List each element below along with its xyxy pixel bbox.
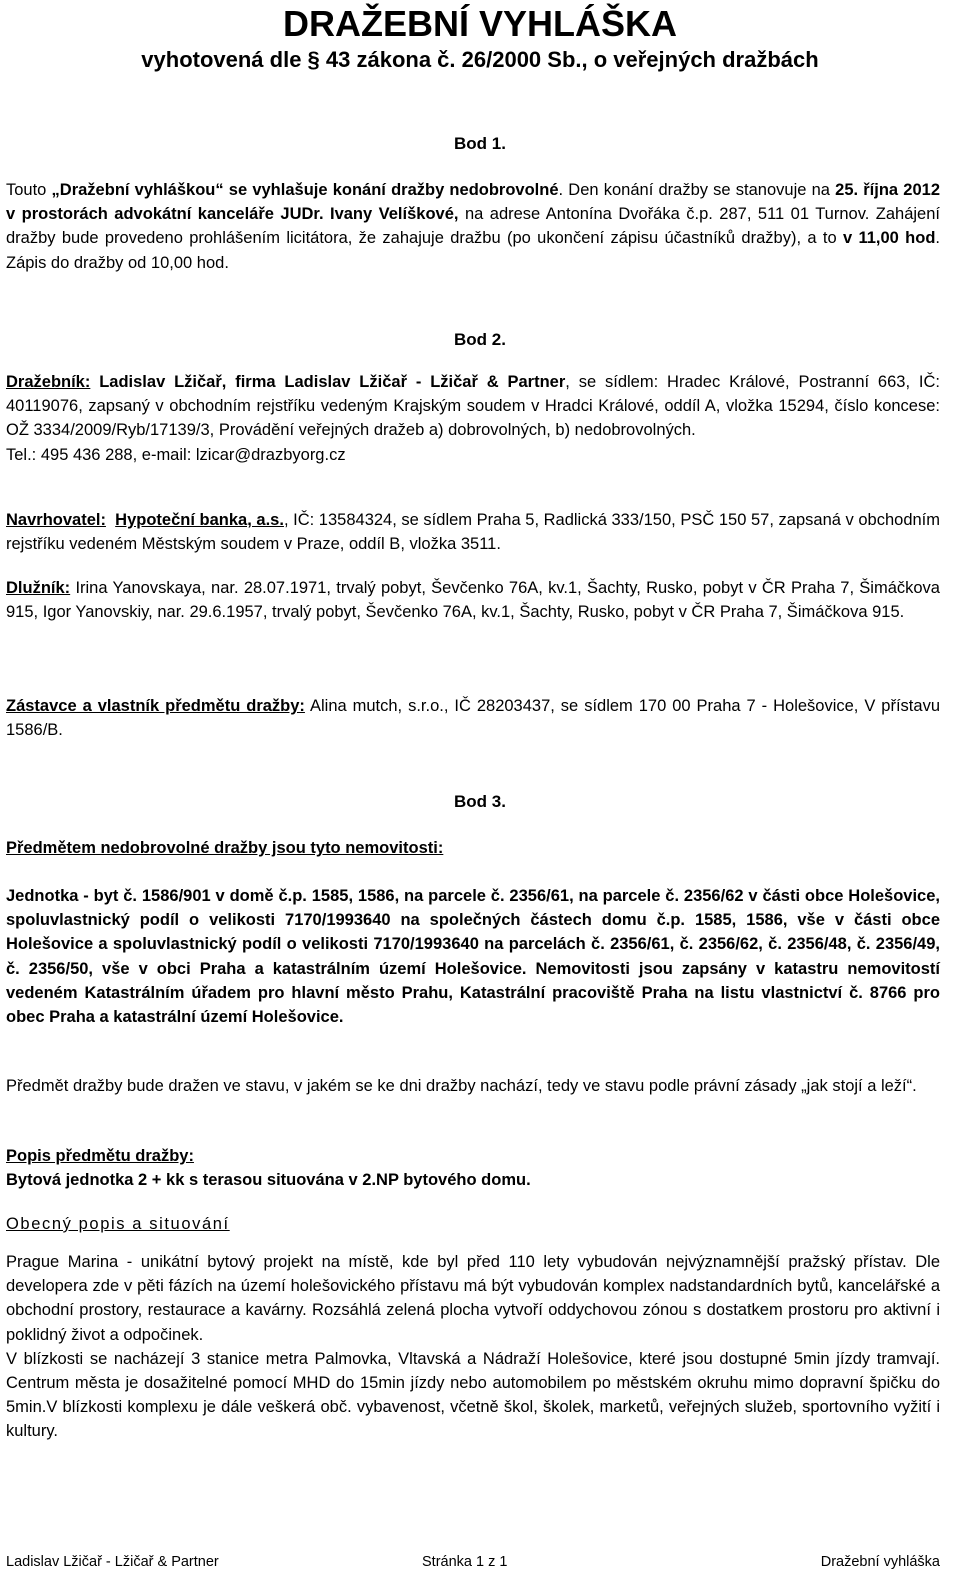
navrhovatel-text: , IČ: 13584324, se sídlem Praha 5, Radlická 333/150, PSČ 150 57, zapsaná v obchodním rejstříku vedeném Městským soudem v Praze, oddíl B, vložka 3511.	[6, 511, 941, 554]
obecny-paragraph	[6, 1250, 940, 1444]
footer-right: Dražební vyhláška	[820, 1554, 940, 1570]
section-heading-bod2: Bod 2.	[454, 330, 506, 349]
bod1-date-place: 25. října 2012 v prostorách advokátní kanceláře JUDr. Ivany Velíškové,	[6, 181, 940, 224]
obecny-heading	[6, 1212, 940, 1236]
bod1-paragraph	[6, 178, 940, 275]
drazebnik-name: Ladislav Lžičař, firma Ladislav Lžičař - Lžičař & Partner	[90, 373, 566, 391]
document-subtitle: vyhotovená dle § 43 zákona č. 26/2000 Sb., o veřejných dražbách	[141, 47, 819, 72]
zastavce-label: Zástavce a vlastník předmětu dražby:	[6, 697, 305, 715]
bod1-text-7: . Zápis do dražby od 10,00 hod.	[6, 229, 940, 272]
bod1-auction-type: „Dražební vyhláškou“ se vyhlašuje konání dražby nedobrovolné	[51, 181, 559, 199]
drazebnik-text: , se sídlem: Hradec Králové, Postranní 663, IČ: 40119076, zapsaný v obchodním rejstříku vedeným Krajským soudem v Hradci Králové, oddíl A, vložka 15294, číslo koncese: OŽ 3334/2009/Ryb/17139/3, Provádění veřejných dražeb a) dobrovolných, b) nedobrovolných.	[6, 373, 940, 440]
bod1-text-1: Touto	[6, 181, 52, 199]
dluznik-label: Dlužník:	[6, 579, 71, 597]
zastavce-text: Alina mutch, s.r.o., IČ 28203437, se sídlem 170 00 Praha 7 - Holešovice, V přístavu 1586/B.	[6, 697, 940, 740]
navrhovatel-paragraph	[6, 508, 940, 556]
drazebnik-paragraph	[6, 370, 940, 467]
popis-paragraph	[6, 1144, 940, 1192]
dluznik-paragraph	[6, 576, 940, 624]
navrhovatel-label: Navrhovatel:	[6, 511, 106, 529]
section-heading-bod1: Bod 1.	[454, 134, 506, 153]
jednotka-paragraph: Jednotka - byt č. 1586/901 v domě č.p. 1585, 1586, na parcele č. 2356/61, na parcele č. 2356/62 v části obce Holešovice, spoluvlastnický podíl o velikosti 7170/1993640 na společných částech domu č.p. 1585, 1586, vše v části obce Holešovice a spoluvlastnický podíl o velikosti 7170/1993640 na parcelách č. 2356/61, č. 2356/62, č. 2356/48, č. 2356/49, č. 2356/50, vše v obci Praha a katastrálním území Holešovice. Nemovitosti jsou zapsány v katastru nemovitostí vedeném Katastrálním úřadem pro hlavní město Prahu, Katastrální pracoviště Praha na listu vlastnictví č. 8766 pro obec Praha a katastrální území Holešovice.	[6, 887, 940, 1027]
footer-divider	[6, 1547, 940, 1548]
popis-label: Popis předmětu dražby:	[6, 1147, 194, 1165]
footer-left: Ladislav Lžičař - Lžičař & Partner	[6, 1554, 219, 1570]
bod1-text-5: na adrese Antonína Dvořáka č.p. 287, 511 01 Turnov. Zahájení dražby bude provedeno prohlášením licitátora, že zahajuje dražbu (po ukončení zápisu účastníků dražby), a to	[6, 205, 940, 248]
stav-paragraph: Předmět dražby bude dražen ve stavu, v jakém se ke dni dražby nachází, tedy ve stavu podle právní zásady „jak stojí a leží“.	[6, 1077, 917, 1095]
obecny-label: Obecný popis a situování	[6, 1215, 230, 1233]
obecny-text-1: Prague Marina - unikátní bytový projekt na místě, kde byl před 110 lety vybudován nejvýznamnější pražský přístav. Dle developera zde v pěti fázích na území holešovického přístavu má být vybudován komplex nadstandardních bytů, kancelářské a obchodní prostory, restaurace a kavárny. Rozsáhlá zelená plocha vytvoří oddychovou zónou s dostatkem prostoru pro aktivní i poklidný život a odpočinek.	[6, 1253, 940, 1344]
drazebnik-label: Dražebník:	[6, 373, 91, 391]
obecny-text-2: V blízkosti se nacházejí 3 stanice metra Palmovka, Vltavská a Nádraží Holešovice, které jsou dostupné 5min jízdy tramvají. Centrum města je dosažitelné pomocí MHD do 15min jízdy nebo automobilem po městském okruhu mimo dopravní špičku do 5min.V blízkosti komplexu je dále veškerá obč. vybavenost, včetně škol, školek, marketů, veřejných služeb, sportovního vyžití i kultury.	[6, 1349, 940, 1441]
zastavce-paragraph	[6, 694, 940, 742]
dluznik-text: Irina Yanovskaya, nar. 28.07.1971, trvalý pobyt, Ševčenko 76A, kv.1, Šachty, Rusko, pobyt v ČR Praha 7, Šimáčkova 915, Igor Yanovskiy, nar. 29.6.1957, trvalý pobyt, Ševčenko 76A, kv.1, Šachty, Rusko, pobyt v ČR Praha 7, Šimáčkova 915.	[6, 579, 940, 622]
document-title: DRAŽEBNÍ VYHLÁŠKA	[282, 3, 677, 44]
bod1-start-time: v 11,00 hod	[842, 229, 936, 248]
navrhovatel-name: Hypoteční banka, a.s.	[115, 511, 284, 529]
footer-page-number: Stránka 1 z 1	[422, 1554, 508, 1570]
predmet-heading	[6, 836, 940, 860]
predmet-label: Předmětem nedobrovolné dražby jsou tyto nemovitosti:	[6, 839, 444, 857]
drazebnik-contact: Tel.: 495 436 288, e-mail: lzicar@drazbyorg.cz	[6, 445, 346, 464]
section-heading-bod3: Bod 3.	[454, 792, 506, 811]
bod1-text-3: . Den konání dražby se stanovuje na	[558, 181, 836, 199]
page-footer	[6, 1550, 940, 1574]
popis-text: Bytová jednotka 2 + kk s terasou situována v 2.NP bytového domu.	[6, 1171, 531, 1190]
